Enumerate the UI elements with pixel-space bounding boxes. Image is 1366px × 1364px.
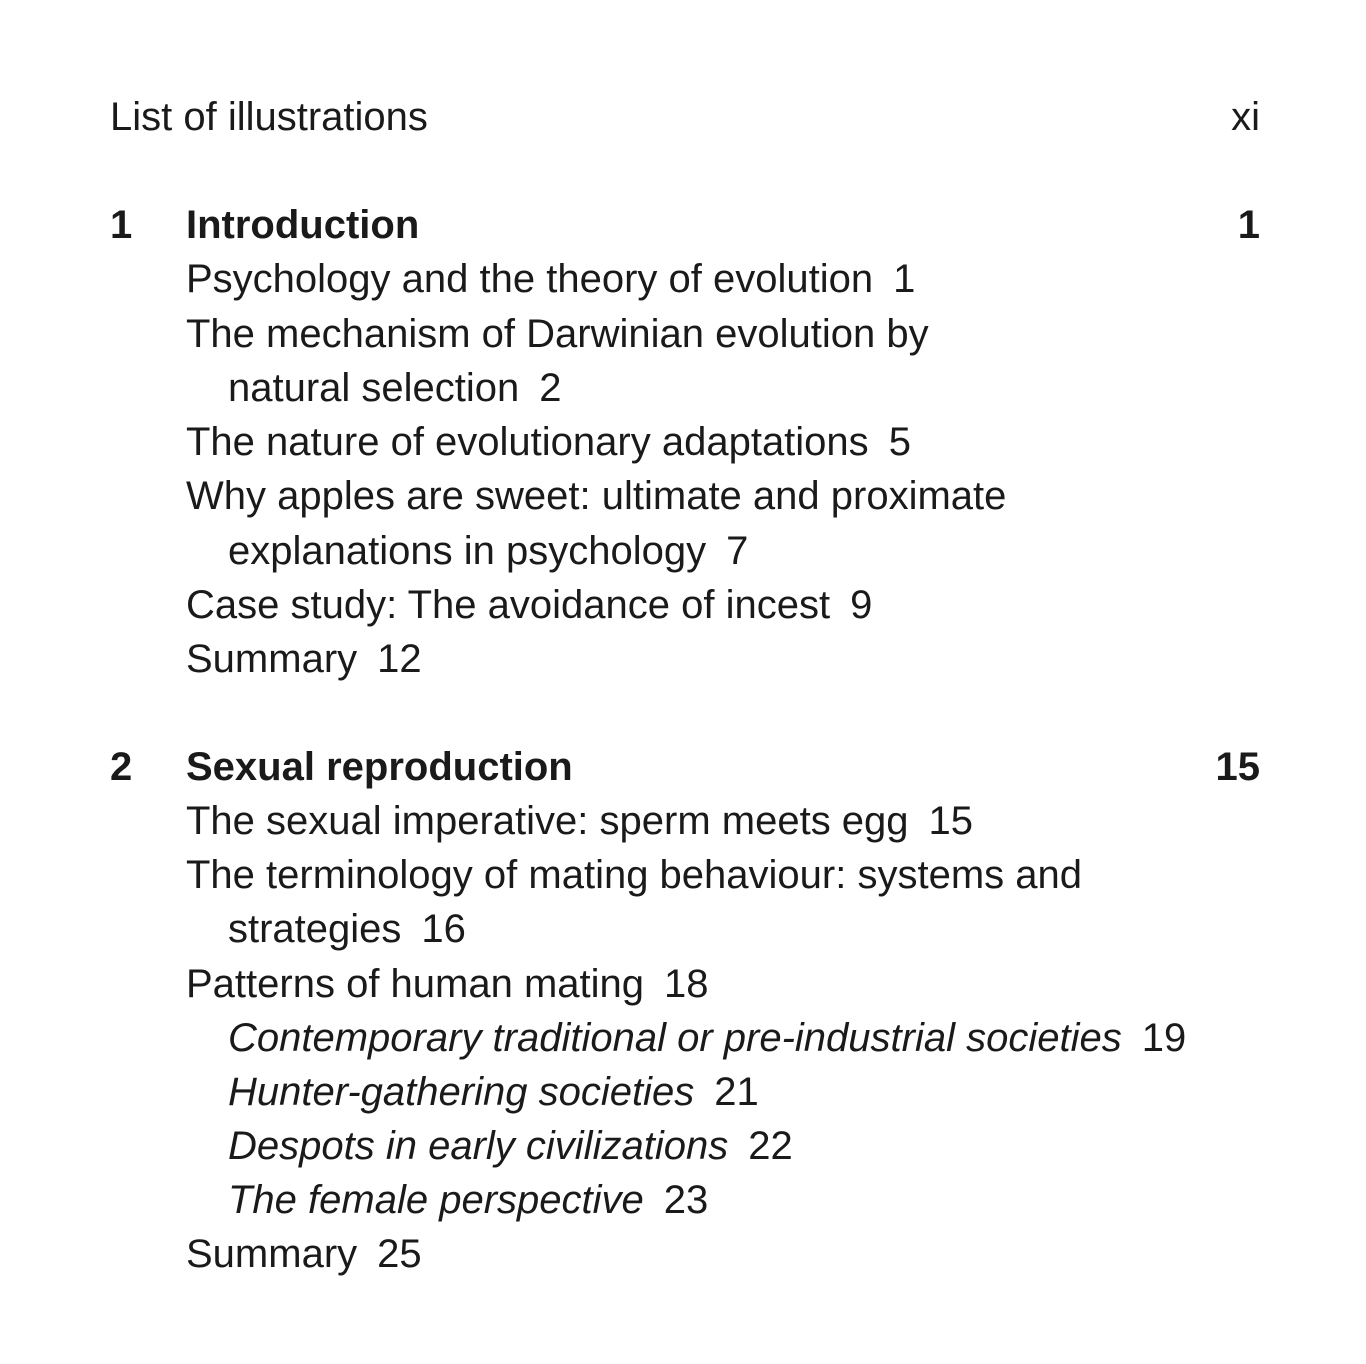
toc-entry-text: Psychology and the theory of evolution [186, 257, 874, 301]
chapter-1-title: Introduction [186, 203, 420, 247]
toc-entry-page: 15 [928, 799, 974, 843]
toc-entry-text: Summary [186, 637, 358, 681]
chapter-2-page: 15 [1215, 745, 1260, 789]
toc-subentry-text: Hunter-gathering societies [228, 1070, 695, 1114]
toc-subentry-text: The female perspective [228, 1178, 644, 1222]
toc-entry-text: The nature of evolutionary adaptations [186, 420, 869, 464]
toc-subentry [228, 1011, 1186, 1065]
toc-entry-page: 16 [421, 907, 466, 951]
toc-entry [186, 848, 1082, 902]
toc-entry-text: The mechanism of Darwinian evolution by [186, 312, 929, 356]
toc-entry-continuation [228, 524, 748, 578]
toc-entry-page: 19 [1141, 1016, 1187, 1060]
toc-subentry [228, 1119, 793, 1173]
toc-entry-page: 5 [888, 420, 911, 464]
toc-entry-text: Case study: The avoidance of incest [186, 583, 831, 627]
toc-entry-page: 25 [377, 1232, 422, 1276]
toc-subentry [228, 1173, 708, 1227]
toc-entry-page: 1 [893, 257, 916, 301]
toc-subentry-text: Despots in early civilizations [228, 1124, 729, 1168]
toc-entry-continuation [228, 361, 562, 415]
toc-entry-page: 2 [539, 366, 562, 410]
toc-entry [186, 415, 911, 469]
toc-entry [186, 632, 422, 686]
toc-entry-text: natural selection [228, 366, 520, 410]
chapter-1-page: 1 [1237, 203, 1260, 247]
toc-entry-text: Summary [186, 1232, 358, 1276]
toc-entry-page: 18 [664, 962, 709, 1006]
toc-subentry-text: Contemporary traditional or pre-industrial societies [228, 1016, 1122, 1060]
toc-entry [186, 578, 872, 632]
toc-entry-page: 21 [714, 1070, 759, 1114]
toc-entry [186, 1227, 422, 1281]
toc-entry-text: Why apples are sweet: ultimate and proximate [186, 474, 1007, 518]
toc-entry [186, 307, 929, 361]
toc-entry [186, 957, 709, 1011]
front-title-text: List of illustrations [110, 95, 428, 139]
toc-entry-text: The sexual imperative: sperm meets egg [186, 799, 909, 843]
front-page-number-text: xi [1231, 95, 1260, 139]
front-title [110, 90, 428, 144]
toc-entry-text: strategies [228, 907, 402, 951]
toc-entry [186, 469, 1006, 523]
chapter-1-number: 1 [110, 203, 133, 247]
toc-subentry [228, 1065, 759, 1119]
toc-entry-page: 12 [377, 637, 422, 681]
toc-entry [186, 794, 973, 848]
toc-entry-continuation [228, 902, 466, 956]
toc-entry-page: 9 [850, 583, 873, 627]
toc-entry-page: 7 [726, 529, 749, 573]
toc-entry-text: explanations in psychology [228, 529, 707, 573]
toc-entry-text: Patterns of human mating [186, 962, 645, 1006]
toc-entry-page: 23 [663, 1178, 709, 1222]
chapter-2-title: Sexual reproduction [186, 745, 573, 789]
toc-entry [186, 252, 915, 306]
toc-entry-text: The terminology of mating behaviour: systems and [186, 853, 1082, 897]
chapter-2-number: 2 [110, 745, 133, 789]
front-page-number [1231, 90, 1260, 144]
toc-entry-page: 22 [748, 1124, 793, 1168]
